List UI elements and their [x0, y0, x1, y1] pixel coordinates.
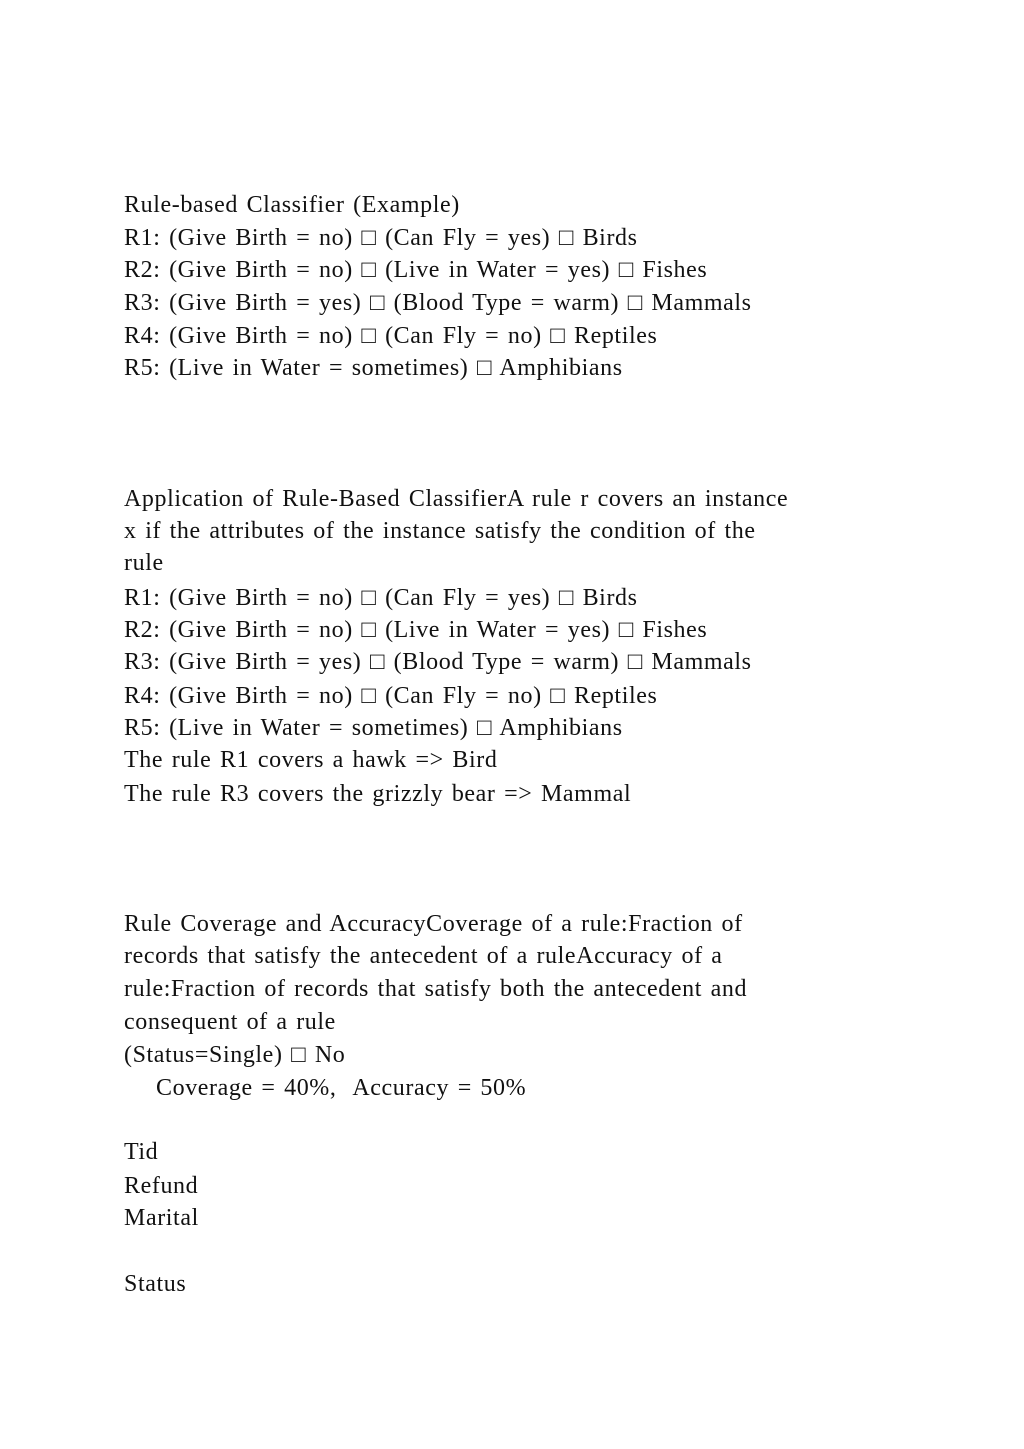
section3-rule-example: (Status=Single) □ No: [124, 1042, 346, 1068]
table-header-tid: Tid: [124, 1139, 159, 1165]
section2-heading-line-3: rule: [124, 550, 164, 576]
section2-heading-line-2: x if the attributes of the instance satisfy the condition of the: [124, 518, 756, 544]
section1-rule-r3: R3: (Give Birth = yes) □ (Blood Type = warm) □ Mammals: [124, 290, 752, 316]
section2-rule-r4: R4: (Give Birth = no) □ (Can Fly = no) □ Reptiles: [124, 683, 658, 709]
section2-rule-r2: R2: (Give Birth = no) □ (Live in Water = yes) □ Fishes: [124, 617, 708, 643]
section2-rule-r3: R3: (Give Birth = yes) □ (Blood Type = warm) □ Mammals: [124, 649, 752, 675]
section1-rule-r4: R4: (Give Birth = no) □ (Can Fly = no) □ Reptiles: [124, 323, 658, 349]
section1-rule-r1: R1: (Give Birth = no) □ (Can Fly = yes) □ Birds: [124, 225, 638, 251]
section3-heading-line-2: records that satisfy the antecedent of a ruleAccuracy of a: [124, 943, 723, 969]
section2-example-bear: The rule R3 covers the grizzly bear => Mammal: [124, 781, 632, 807]
table-header-marital: Marital: [124, 1205, 199, 1231]
section3-heading-line-3: rule:Fraction of records that satisfy both the antecedent and: [124, 976, 748, 1002]
section3-metrics: Coverage = 40%, Accuracy = 50%: [156, 1075, 527, 1101]
section1-rule-r2: R2: (Give Birth = no) □ (Live in Water = yes) □ Fishes: [124, 257, 708, 283]
section2-rule-r5: R5: (Live in Water = sometimes) □ Amphibians: [124, 715, 623, 741]
section3-heading-line-4: consequent of a rule: [124, 1009, 336, 1035]
table-header-refund: Refund: [124, 1173, 199, 1199]
section3-heading-line-1: Rule Coverage and AccuracyCoverage of a rule:Fraction of: [124, 911, 743, 937]
section2-example-hawk: The rule R1 covers a hawk => Bird: [124, 747, 498, 773]
section2-heading-line-1: Application of Rule-Based ClassifierA rule r covers an instance: [124, 486, 789, 512]
section1-title: Rule-based Classifier (Example): [124, 192, 460, 218]
section2-rule-r1: R1: (Give Birth = no) □ (Can Fly = yes) □ Birds: [124, 585, 638, 611]
section1-rule-r5: R5: (Live in Water = sometimes) □ Amphibians: [124, 355, 623, 381]
table-header-status: Status: [124, 1271, 187, 1297]
